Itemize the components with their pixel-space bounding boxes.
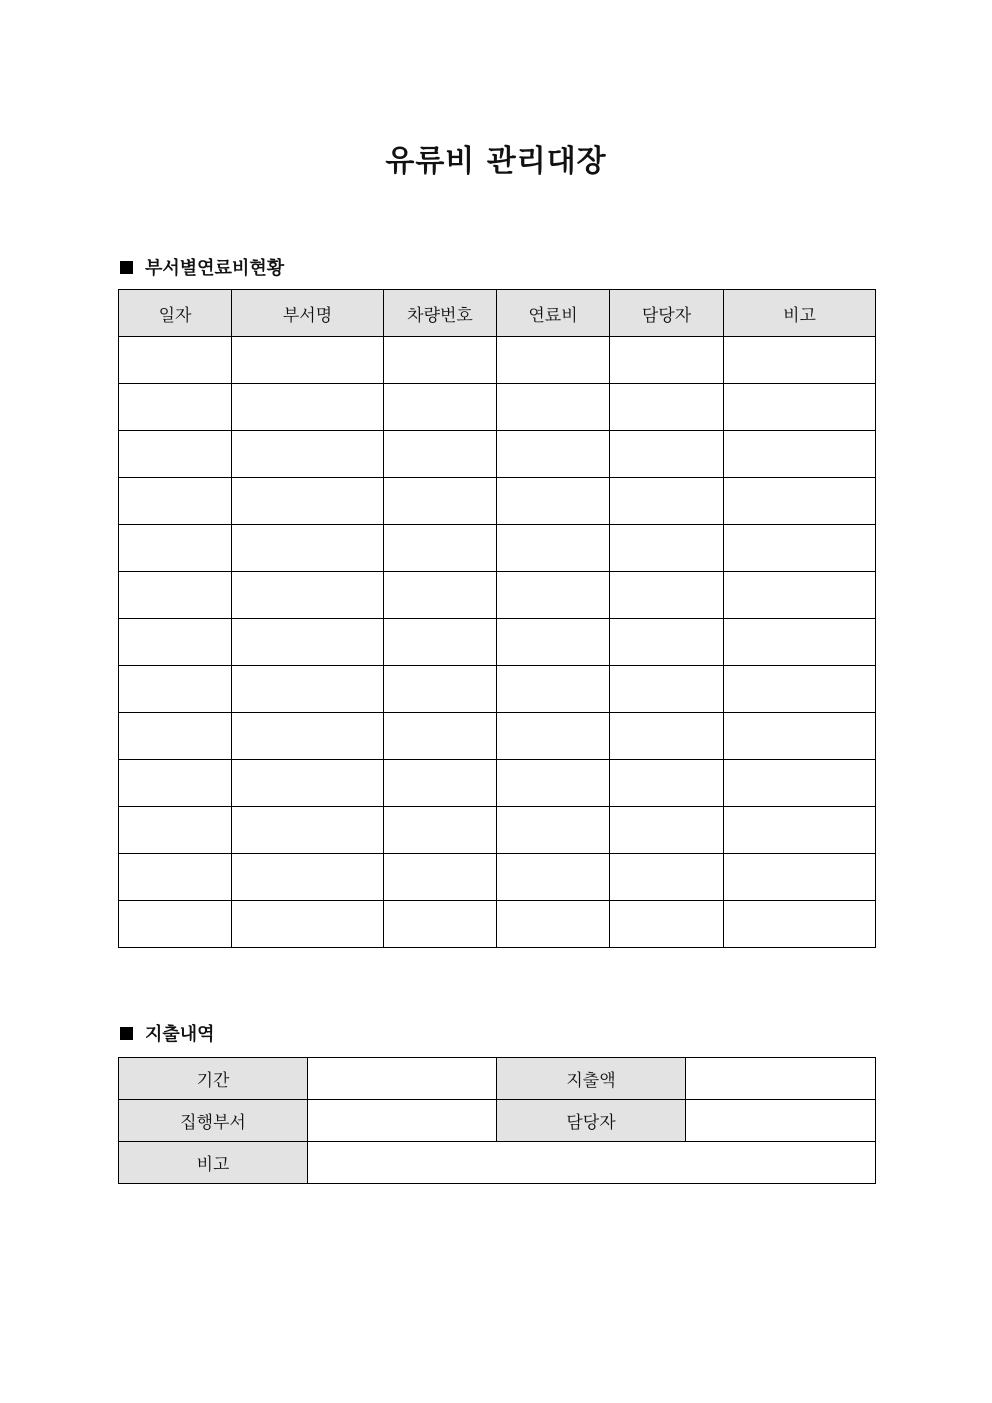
table-row	[119, 1058, 876, 1100]
cell-department[interactable]	[232, 666, 384, 713]
cell-fuel-cost[interactable]	[497, 619, 610, 666]
column-header-note: 비고	[724, 290, 876, 337]
cell-fuel-cost[interactable]	[497, 807, 610, 854]
cell-department[interactable]	[232, 337, 384, 384]
cell-manager[interactable]	[610, 384, 724, 431]
cell-department[interactable]	[232, 384, 384, 431]
cell-manager[interactable]	[610, 337, 724, 384]
cell-fuel-cost[interactable]	[497, 901, 610, 948]
column-header-vehicle-number: 차량번호	[384, 290, 497, 337]
cell-manager[interactable]	[610, 760, 724, 807]
cell-note[interactable]	[724, 337, 876, 384]
cell-vehicle-number[interactable]	[384, 384, 497, 431]
manager-field[interactable]	[686, 1100, 876, 1142]
cell-department[interactable]	[232, 572, 384, 619]
table-header-row	[119, 290, 876, 337]
table-row	[119, 619, 876, 666]
cell-note[interactable]	[724, 478, 876, 525]
column-header-date: 일자	[119, 290, 232, 337]
cell-note[interactable]	[724, 384, 876, 431]
cell-date[interactable]	[119, 760, 232, 807]
table-row	[119, 713, 876, 760]
period-label: 기간	[119, 1058, 308, 1100]
cell-fuel-cost[interactable]	[497, 431, 610, 478]
cell-date[interactable]	[119, 525, 232, 572]
cell-manager[interactable]	[610, 807, 724, 854]
fuel-usage-table	[118, 289, 876, 948]
table-row	[119, 1142, 876, 1184]
cell-vehicle-number[interactable]	[384, 666, 497, 713]
cell-manager[interactable]	[610, 478, 724, 525]
cell-department[interactable]	[232, 619, 384, 666]
cell-vehicle-number[interactable]	[384, 572, 497, 619]
cell-vehicle-number[interactable]	[384, 431, 497, 478]
cell-fuel-cost[interactable]	[497, 760, 610, 807]
cell-vehicle-number[interactable]	[384, 478, 497, 525]
cell-date[interactable]	[119, 619, 232, 666]
cell-department[interactable]	[232, 478, 384, 525]
table-row	[119, 807, 876, 854]
cell-date[interactable]	[119, 854, 232, 901]
column-header-department: 부서명	[232, 290, 384, 337]
expense-section-heading-label: 지출내역	[145, 1024, 215, 1045]
period-field[interactable]	[308, 1058, 497, 1100]
usage-section-heading	[120, 254, 284, 280]
cell-department[interactable]	[232, 760, 384, 807]
cell-vehicle-number[interactable]	[384, 525, 497, 572]
cell-vehicle-number[interactable]	[384, 713, 497, 760]
usage-section-heading-label: 부서별연료비현황	[145, 258, 285, 279]
cell-date[interactable]	[119, 384, 232, 431]
cell-date[interactable]	[119, 666, 232, 713]
cell-date[interactable]	[119, 572, 232, 619]
column-header-manager: 담당자	[610, 290, 724, 337]
cell-manager[interactable]	[610, 854, 724, 901]
cell-vehicle-number[interactable]	[384, 807, 497, 854]
cell-note[interactable]	[724, 431, 876, 478]
cell-fuel-cost[interactable]	[497, 337, 610, 384]
cell-fuel-cost[interactable]	[497, 854, 610, 901]
cell-manager[interactable]	[610, 431, 724, 478]
cell-fuel-cost[interactable]	[497, 478, 610, 525]
cell-manager[interactable]	[610, 666, 724, 713]
table-row	[119, 854, 876, 901]
cell-note[interactable]	[724, 901, 876, 948]
note-field[interactable]	[308, 1142, 876, 1184]
cell-vehicle-number[interactable]	[384, 337, 497, 384]
column-header-fuel-cost: 연료비	[497, 290, 610, 337]
cell-department[interactable]	[232, 431, 384, 478]
cell-note[interactable]	[724, 525, 876, 572]
square-bullet-icon	[120, 1027, 133, 1040]
amount-label: 지출액	[497, 1058, 686, 1100]
cell-fuel-cost[interactable]	[497, 666, 610, 713]
cell-department[interactable]	[232, 525, 384, 572]
cell-note[interactable]	[724, 713, 876, 760]
cell-manager[interactable]	[610, 525, 724, 572]
cell-manager[interactable]	[610, 901, 724, 948]
table-row	[119, 901, 876, 948]
cell-date[interactable]	[119, 431, 232, 478]
table-row	[119, 572, 876, 619]
table-row	[119, 337, 876, 384]
department-label: 집행부서	[119, 1100, 308, 1142]
table-row	[119, 525, 876, 572]
table-row	[119, 666, 876, 713]
cell-note[interactable]	[724, 760, 876, 807]
cell-date[interactable]	[119, 713, 232, 760]
cell-vehicle-number[interactable]	[384, 901, 497, 948]
table-row	[119, 1100, 876, 1142]
cell-department[interactable]	[232, 901, 384, 948]
cell-department[interactable]	[232, 854, 384, 901]
cell-department[interactable]	[232, 807, 384, 854]
manager-label: 담당자	[497, 1100, 686, 1142]
fuel-usage-table-body	[119, 337, 876, 948]
square-bullet-icon	[120, 261, 133, 274]
table-row	[119, 431, 876, 478]
cell-fuel-cost[interactable]	[497, 525, 610, 572]
cell-fuel-cost[interactable]	[497, 384, 610, 431]
cell-date[interactable]	[119, 478, 232, 525]
cell-vehicle-number[interactable]	[384, 760, 497, 807]
department-field[interactable]	[308, 1100, 497, 1142]
cell-fuel-cost[interactable]	[497, 713, 610, 760]
cell-manager[interactable]	[610, 619, 724, 666]
table-row	[119, 384, 876, 431]
cell-manager[interactable]	[610, 713, 724, 760]
cell-fuel-cost[interactable]	[497, 572, 610, 619]
cell-note[interactable]	[724, 666, 876, 713]
expense-section-heading	[120, 1020, 215, 1046]
cell-manager[interactable]	[610, 572, 724, 619]
expense-table	[118, 1057, 876, 1184]
cell-note[interactable]	[724, 572, 876, 619]
table-row	[119, 760, 876, 807]
cell-note[interactable]	[724, 854, 876, 901]
cell-note[interactable]	[724, 807, 876, 854]
note-label: 비고	[119, 1142, 308, 1184]
cell-vehicle-number[interactable]	[384, 854, 497, 901]
cell-date[interactable]	[119, 337, 232, 384]
cell-date[interactable]	[119, 901, 232, 948]
cell-department[interactable]	[232, 713, 384, 760]
cell-vehicle-number[interactable]	[384, 619, 497, 666]
cell-note[interactable]	[724, 619, 876, 666]
cell-date[interactable]	[119, 807, 232, 854]
amount-field[interactable]	[686, 1058, 876, 1100]
document-title: 유류비 관리대장	[385, 144, 607, 179]
table-row	[119, 478, 876, 525]
